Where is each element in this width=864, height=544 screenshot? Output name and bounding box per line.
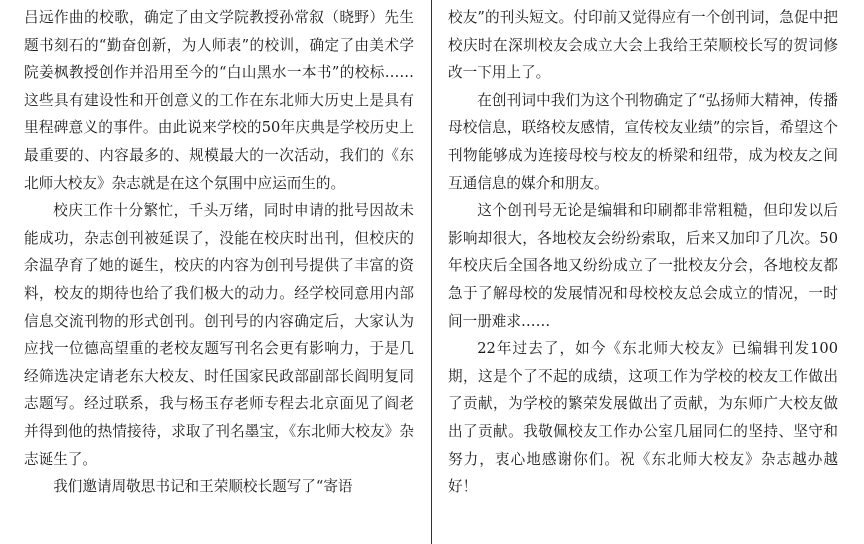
left-column bbox=[24, 4, 414, 501]
right-paragraph-4: 22年过去了，如今《东北师大校友》已编辑刊发100期，这是个了不起的成绩，这项工作为学校的校友工作做出了贡献，为学校的繁荣发展做出了贡献，为东师广大校友做出了贡献。我敬佩校友工作办公室几届同仁的坚持、坚守和努力，衷心地感谢你们。祝《东北师大校友》杂志越办越好！ bbox=[448, 340, 838, 496]
left-paragraph-2: 校庆工作十分繁忙，千头万绪，同时申请的批号因故未能成功，杂志创刊被延误了，没能在校庆时出刊，但校庆的余温孕育了她的诞生，校庆的内容为创刊号提供了丰富的资料，校友的期待也给了我们极大的动力。经学校同意用内部信息交流刊物的形式创刊。创刊号的内容确定后，大家认为应找一位德高望重的老校友题写刊名会更有影响力，于是几经筛选决定请老东大校友、时任国家民政部副部长阎明复同志题写。经过联系，我与杨玉存老师专程去北京面见了阎老并得到他的热情接待，求取了刊名墨宝，《东北师大校友》杂志诞生了。 bbox=[24, 202, 414, 468]
left-paragraph-3: 我们邀请周敬思书记和王荣顺校长题写了“寄语 bbox=[53, 478, 353, 496]
right-paragraph-1: 校友”的刊头短文。付印前又觉得应有一个创刊词，急促中把校庆时在深圳校友会成立大会上我给王荣顺校长写的贺词修改一下用上了。 bbox=[448, 9, 838, 82]
right-paragraph-3: 这个创刊号无论是编辑和印刷都非常粗糙，但印发以后影响却很大，各地校友会纷纷索取，后来又加印了几次。50年校庆后全国各地又纷纷成立了一批校友分会，各地校友都急于了解母校的发展情况和母校校友总会成立的情况，一时间一册难求…… bbox=[448, 202, 838, 330]
right-paragraph-2: 在创刊词中我们为这个刊物确定了“弘扬师大精神，传播母校信息，联络校友感情，宣传校友业绩”的宗旨，希望这个刊物能够成为连接母校与校友的桥梁和纽带，成为校友之间互通信息的媒介和朋友。 bbox=[448, 91, 838, 192]
right-column bbox=[448, 4, 838, 501]
left-paragraph-1: 吕远作曲的校歌，确定了由文学院教授孙常叙（晓野）先生题书刻石的“勤奋创新，为人师表”的校训，确定了由美术学院姜枫教授创作并沿用至今的“白山黑水一本书”的校标……这些具有建设性和开创意义的工作在东北师大历史上是具有里程碑意义的事件。由此说来学校的50年庆典是学校历史上最重要的、内容最多的、规模最大的一次活动，我们的《东北师大校友》杂志就是在这个氛围中应运而生的。 bbox=[24, 9, 414, 192]
column-divider bbox=[431, 0, 432, 544]
